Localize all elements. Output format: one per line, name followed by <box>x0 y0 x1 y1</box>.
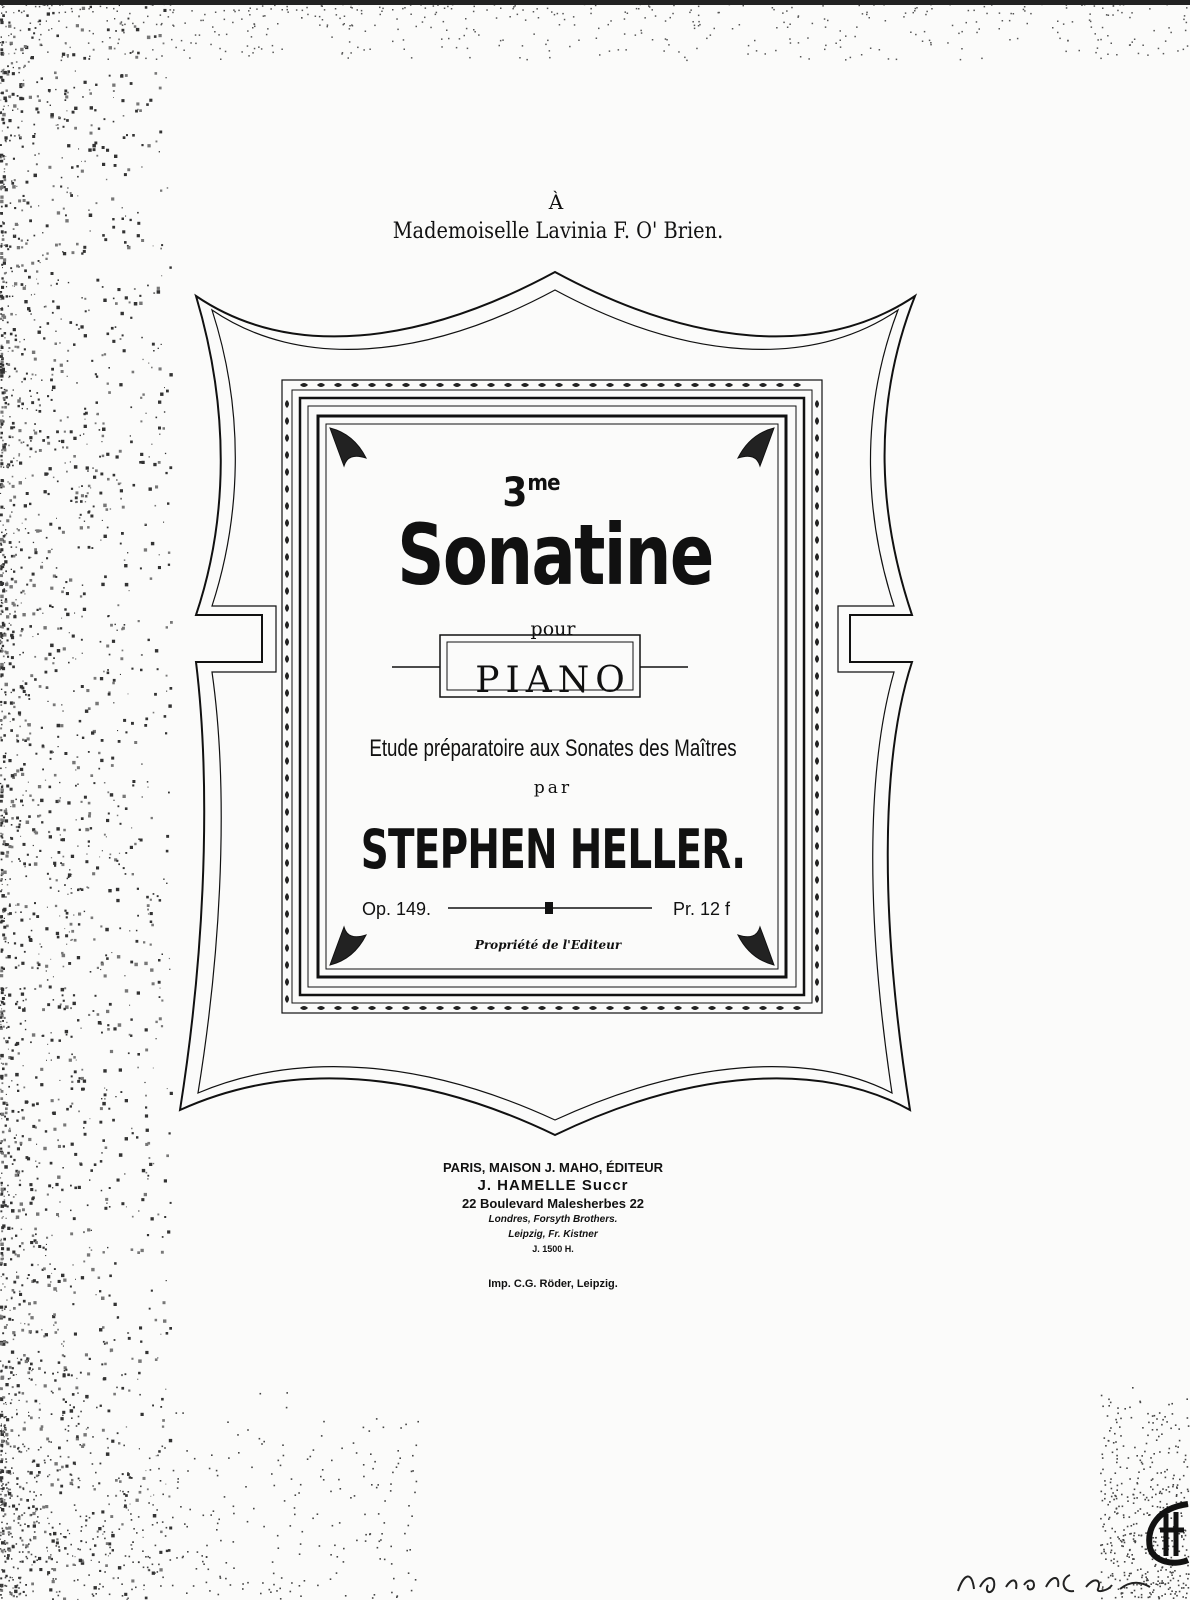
price: Pr. 12 f <box>673 899 731 919</box>
ordinal-number: $3^{me}$ <box>502 470 560 516</box>
pour-text: pour <box>530 618 576 640</box>
library-stamp-icon <box>1138 1500 1190 1570</box>
dedication-a: À <box>548 190 564 214</box>
composer-name: STEPHEN HELLER. <box>360 818 746 881</box>
corner-flourish-top-right <box>738 428 774 466</box>
corner-flourish-bottom-right <box>738 927 774 965</box>
property-notice: Propriété de l'Editeur <box>474 938 622 952</box>
printer-imprint: Imp. C.G. Röder, Leipzig. <box>488 1278 618 1290</box>
publisher-london: Londres, Forsyth Brothers. <box>488 1214 618 1225</box>
publisher-leipzig: Leipzig, Fr. Kistner <box>508 1229 598 1240</box>
ordinal-suffix: me <box>527 471 560 496</box>
publisher-address: 22 Boulevard Malesherbes 22 <box>461 1196 645 1211</box>
plate-number: J. 1500 H. <box>532 1244 574 1254</box>
dedication-name: Mademoiselle Lavinia F. O' Brien. <box>392 219 724 244</box>
corner-flourish-bottom-left <box>330 927 366 965</box>
par-text: par <box>533 778 573 798</box>
subtitle: Etude préparatoire aux Sonates des Maîtres <box>369 735 737 762</box>
handwritten-signature-icon <box>950 1565 1170 1600</box>
opus-number: Op. 149. <box>362 899 432 919</box>
work-title: Sonatine <box>397 506 713 604</box>
corner-flourish-top-left <box>330 428 366 466</box>
instrument-label: PIANO <box>475 660 631 701</box>
publisher-line-1: PARIS, MAISON J. MAHO, ÉDITEUR <box>442 1160 664 1175</box>
publisher-line-2: J. HAMELLE Succr <box>477 1177 629 1194</box>
